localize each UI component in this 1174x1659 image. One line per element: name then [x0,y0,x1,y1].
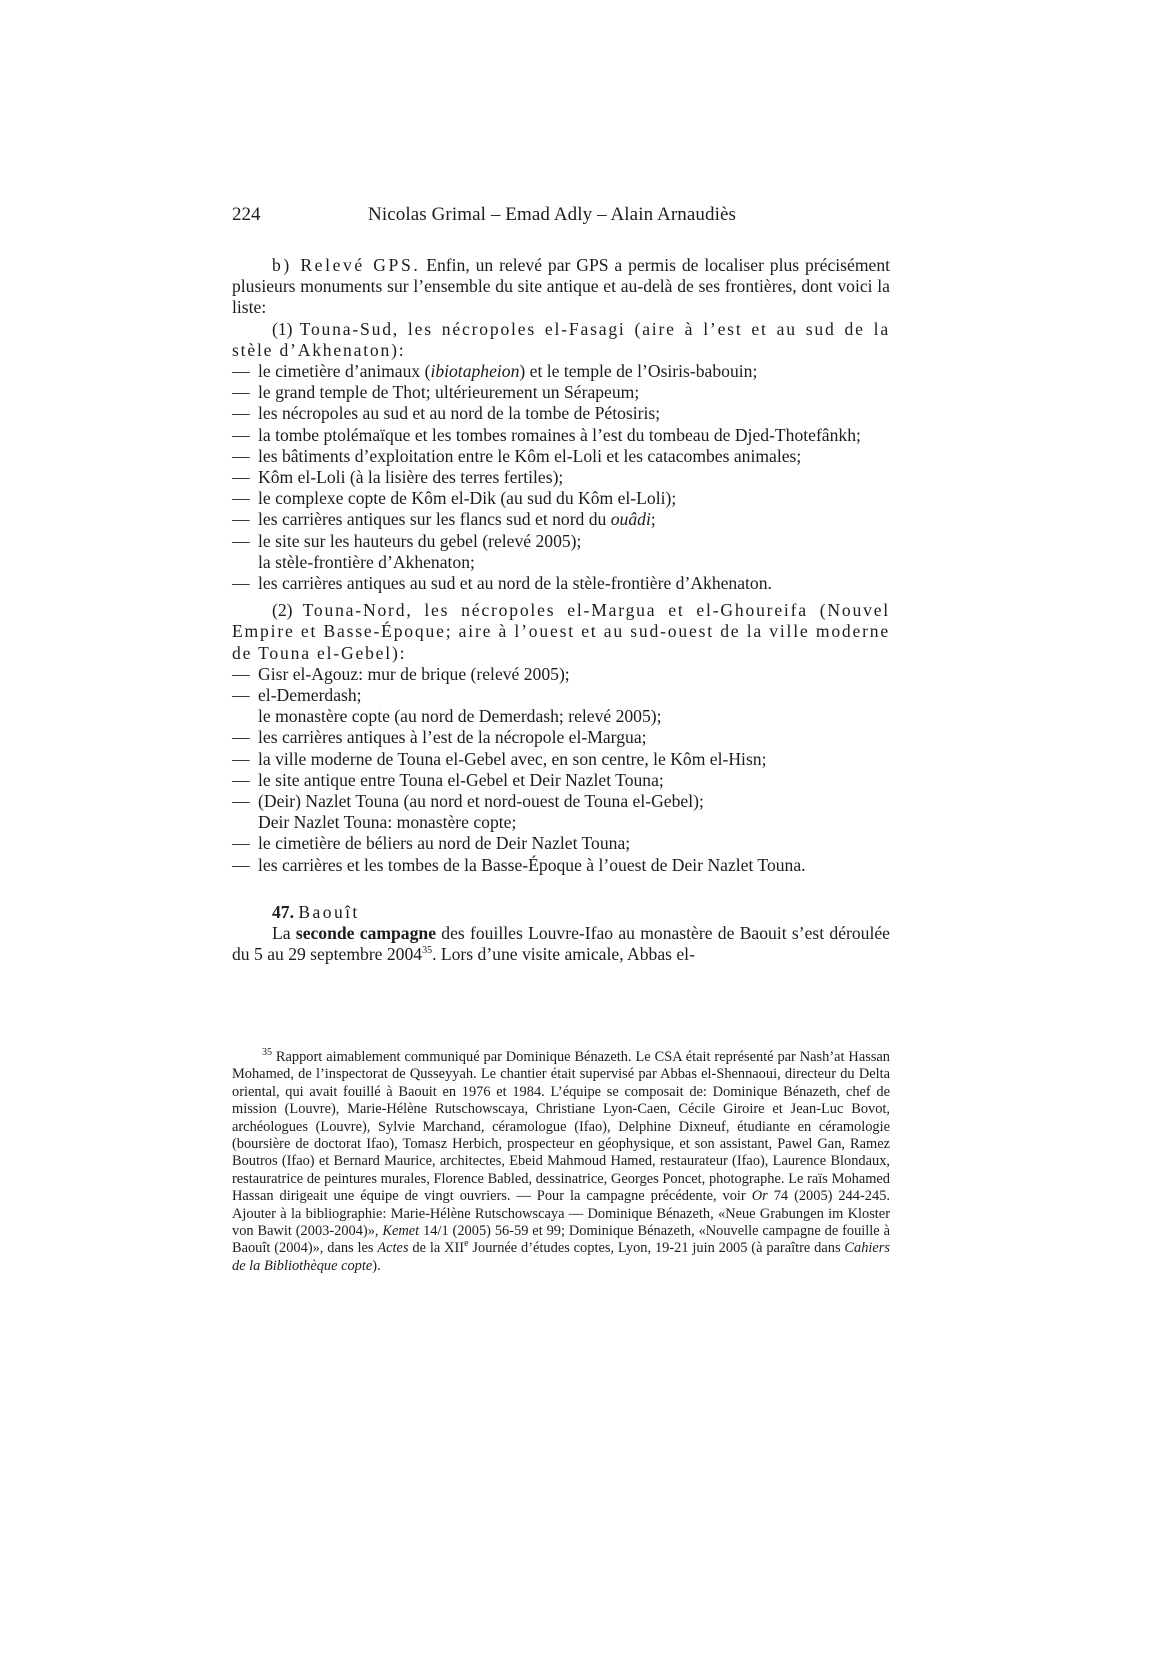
list-dash: — [232,769,250,790]
list-dash: — [232,424,250,445]
list-dash: — [232,382,250,403]
group2-list-item: — (Deir) Nazlet Touna (au nord et nord-ouest de Touna el-Gebel); [232,791,704,812]
group1-list-item: — les carrières antiques au sud et au nord de la stèle-frontière d’Akhenaton. [232,573,772,594]
list-dash: — [232,467,250,488]
section-47-title [232,902,890,923]
list-dash: — [232,791,250,812]
group1-list [232,361,890,594]
group2-heading [232,600,890,664]
list-dash: — [232,748,250,769]
group2-list-item: — les carrières et les tombes de la Basse-Époque à l’ouest de Deir Nazlet Touna. [232,854,806,875]
list-dash: — [232,663,250,684]
list-dash: — [232,403,250,424]
group2-list-item: — el-Demerdash; [232,685,362,706]
bold-phrase: seconde campagne [295,923,436,944]
gps-intro: Enfin, un relevé par GPS a permis de localiser plus précisément plusieurs monuments sur l’ensemble du site antique et au-delà de ses frontières, dont voici la liste: [232,255,891,318]
gps-paragraph [232,255,890,319]
group1-list-item: — le site sur les hauteurs du gebel (relevé 2005); [232,530,582,551]
group1-list-item: — le cimetière d’animaux (ibiotapheion) et le temple de l’Osiris-babouin; [232,361,758,382]
group1-list-item: — le grand temple de Thot; ultérieurement un Sérapeum; [232,382,640,403]
group1-list-item: — le complexe copte de Kôm el-Dik (au sud du Kôm el-Loli); [232,488,677,509]
list-dash: — [232,727,250,748]
group2-heading-text: Touna-Nord, les nécropoles el-Margua et el-Ghoureifa (Nouvel Empire et Basse-Époque; aire à l’ouest et au sud-ouest de la ville moderne de Touna el-Gebel): [232,600,890,663]
section-number: 47. [272,901,294,922]
group1-list-item: — les carrières antiques sur les flancs sud et nord du ouâdi; [232,509,656,530]
gps-label: b) Relevé GPS. [272,255,421,275]
group1-list-item: la stèle-frontière d’Akhenaton; [258,551,475,572]
list-dash: — [232,685,250,706]
main-text [232,255,890,966]
list-dash: — [232,573,250,594]
group2-list-item: — le site antique entre Touna el-Gebel et Deir Nazlet Touna; [232,769,664,790]
group1-heading-text: Touna-Sud, les nécropoles el-Fasagi (aire à l’est et au sud de la stèle d’Akhenaton): [232,318,890,360]
list-dash: — [232,509,250,530]
list-dash: — [232,530,250,551]
list-dash: — [232,445,250,466]
footnote-35: $^{35}$ Rapport aimablement communiqué par Dominique Bénazeth. Le CSA était représenté par Nash’at Hassan Mohamed, de l’inspectorat de Qusseyyah. Le chantier était supervisé par Abbas el-Shennaoui, directeur du Delta oriental, qui avait fouillé à Baouit en 1976 et 1984. L’équipe se composait de: Dominique Bénazeth, chef de mission (Louvre), Marie-Hélène Rutschowscaya, Christiane Lyon-Caen, Cécile Giroire et Jean-Luc Bovot, archéologues (Louvre), Sylvie Marchand, céramologue (Ifao), Delphine Dixneuf, étudiante en céramologie (boursière de doctorat Ifao), Tomasz Herbich, prospecteur en géophysique, et son assistant, Pawel Gan, Ramez Boutros (Ifao) et Bernard Maurice, architectes, Ebeid Mahmoud Hamed, restaurateur (Ifao), Laurence Blondaux, restauratrice de peintures murales, Florence Babled, dessinatrice, Georges Poncet, photographe. Le raïs Mohamed Hassan dirigeait une équipe de vingt ouvriers. — Pour la campagne précédente, voir Or 74 (2005) 244-245. Ajouter à la bibliographie: Marie-Hélène Rutschowscaya — Dominique Bénazeth, «Neue Grabungen im Kloster von Bawit (2003-2004)», Kemet 14/1 (2005) 56-59 et 99; Dominique Bénazeth, «Nouvelle campagne de fouille à Baouît (2004)», dans les Actes de la XIIe Journée d’études coptes, Lyon, 19-21 juin 2005 (à paraître dans Cahiers de la Bibliothèque copte). [232,1047,890,1274]
list-dash: — [232,854,250,875]
group1-list-item: — les bâtiments d’exploitation entre le Kôm el-Loli et les catacombes animales; [232,445,802,466]
group2-list-item: — les carrières antiques à l’est de la nécropole el-Margua; [232,727,647,748]
section-47-paragraph: La seconde campagne des fouilles Louvre-Ifao au monastère de Baouit s’est déroulée du 5 au 29 septembre 2004$^{35}$. Lors d’une visite amicale, Abbas el- [232,923,890,965]
group2-list-item: Deir Nazlet Touna: monastère copte; [258,812,517,833]
document-page [232,0,890,1659]
list-dash: — [232,833,250,854]
group1-list-item: — les nécropoles au sud et au nord de la tombe de Pétosiris; [232,403,661,424]
group1-number: (1) [272,318,293,339]
group1-list-item: — la tombe ptolémaïque et les tombes romaines à l’est du tombeau de Djed-Thotefânkh; [232,424,861,445]
group2-list-item: — le cimetière de béliers au nord de Deir Nazlet Touna; [232,833,631,854]
group2-list-item: — la ville moderne de Touna el-Gebel avec, en son centre, le Kôm el-Hisn; [232,748,767,769]
section-name: Baouît [298,901,360,922]
footnote-ref: 35 [422,945,433,957]
group2-list [232,664,890,876]
group1-list-item: — Kôm el-Loli (à la lisière des terres fertiles); [232,467,564,488]
footnote-marker: 35 [262,1047,272,1059]
group2-list-item: — Gisr el-Agouz: mur de brique (relevé 2005); [232,663,570,684]
list-dash: — [232,361,250,382]
page-number: 224 [232,204,261,225]
group2-list-item: le monastère copte (au nord de Demerdash; relevé 2005); [258,706,662,727]
running-head-authors: Nicolas Grimal – Emad Adly – Alain Arnaudiès [368,204,736,225]
list-dash: — [232,488,250,509]
group2-number: (2) [272,600,293,621]
group1-heading [232,319,890,361]
